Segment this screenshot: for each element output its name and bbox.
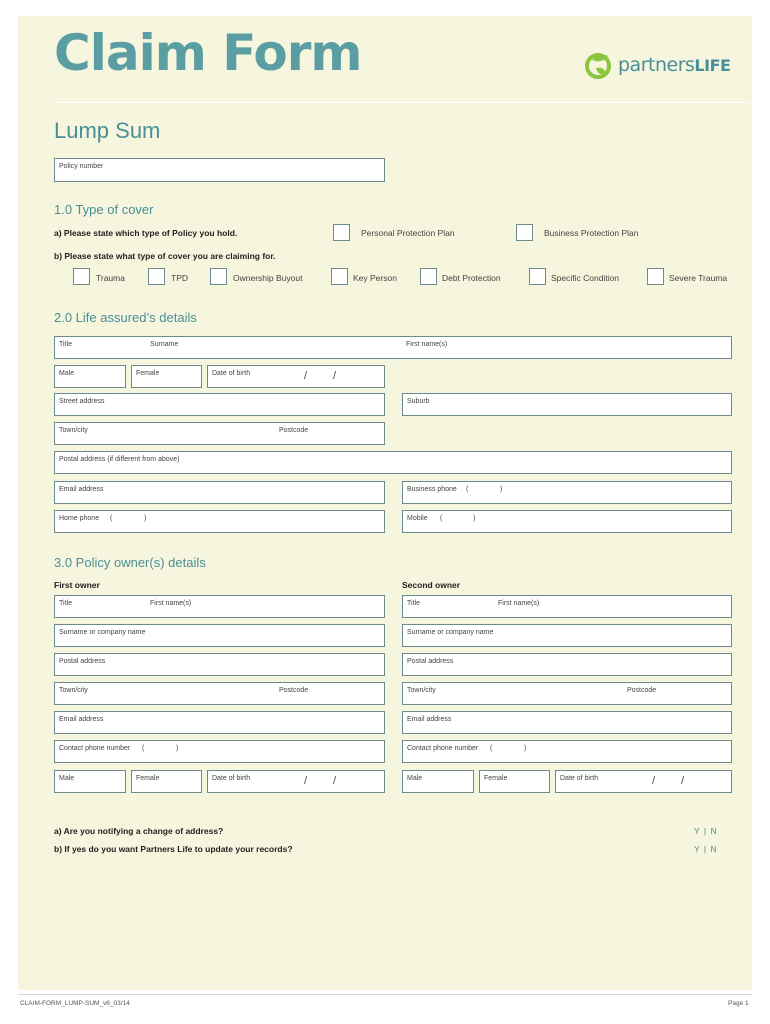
policy-number-field[interactable] bbox=[54, 158, 385, 182]
dob-slash: / bbox=[652, 775, 656, 787]
male-label: Male bbox=[59, 370, 75, 377]
paren-close: ) bbox=[176, 745, 179, 752]
home-phone-field[interactable] bbox=[54, 510, 385, 533]
owner1-postal-field[interactable] bbox=[54, 653, 385, 676]
owner2-name-field[interactable] bbox=[402, 595, 732, 618]
second-owner-heading: Second owner bbox=[402, 580, 461, 590]
option-specific-condition: Specific Condition bbox=[551, 273, 620, 283]
checkbox-specific-condition[interactable] bbox=[529, 268, 546, 285]
partners-life-logo bbox=[584, 50, 730, 80]
owner1-male-label: Male bbox=[59, 775, 75, 782]
owner1-dob-label: Date of birth bbox=[212, 775, 251, 782]
owner2-town-label: Town/city bbox=[407, 687, 436, 694]
postal-address-label: Postal address (if different from above) bbox=[59, 456, 180, 463]
email-field[interactable] bbox=[54, 481, 385, 504]
option-tpd: TPD bbox=[171, 273, 188, 283]
paren-open: ( bbox=[466, 486, 469, 493]
owner2-town-field[interactable] bbox=[402, 682, 732, 705]
checkbox-trauma[interactable] bbox=[73, 268, 90, 285]
postcode-label: Postcode bbox=[279, 427, 309, 434]
owner2-dob-label: Date of birth bbox=[560, 775, 599, 782]
owner2-email-field[interactable] bbox=[402, 711, 732, 734]
owner1-town-field[interactable] bbox=[54, 682, 385, 705]
question-policy-type: a) Please state which type of Policy you hold. bbox=[54, 228, 238, 238]
owner2-postal-label: Postal address bbox=[407, 658, 454, 665]
owner1-phone-label: Contact phone number bbox=[59, 745, 131, 752]
owner2-male-label: Male bbox=[407, 775, 423, 782]
male-field[interactable] bbox=[54, 365, 126, 388]
home-phone-label: Home phone bbox=[59, 515, 100, 522]
form-code: CLAIM-FORM_LUMP-SUM_v6_03/14 bbox=[20, 1000, 130, 1007]
suburb-field[interactable] bbox=[402, 393, 732, 416]
question-cover-type: b) Please state what type of cover you are claiming for. bbox=[54, 251, 276, 261]
paren-close: ) bbox=[144, 515, 147, 522]
option-key-person: Key Person bbox=[353, 273, 397, 283]
mobile-field[interactable] bbox=[402, 510, 732, 533]
section-life-assured-heading: 2.0 Life assured’s details bbox=[54, 310, 197, 325]
option-ownership-buyout: Ownership Buyout bbox=[233, 273, 303, 283]
checkbox-severe-trauma[interactable] bbox=[647, 268, 664, 285]
option-business-protection-plan: Business Protection Plan bbox=[544, 228, 639, 238]
postal-address-field[interactable] bbox=[54, 451, 732, 474]
option-debt-protection: Debt Protection bbox=[442, 273, 501, 283]
policy-number-label: Policy number bbox=[59, 163, 104, 170]
logo-word-life: LIFE bbox=[694, 56, 731, 75]
form-subtitle: Lump Sum bbox=[54, 118, 161, 143]
first-owner-heading: First owner bbox=[54, 580, 100, 590]
owner2-title-label: Title bbox=[407, 600, 420, 607]
checkbox-personal-protection-plan[interactable] bbox=[333, 224, 350, 241]
business-phone-label: Business phone bbox=[407, 486, 457, 493]
owner1-dob-field[interactable] bbox=[207, 770, 385, 793]
female-field[interactable] bbox=[131, 365, 202, 388]
business-phone-field[interactable] bbox=[402, 481, 732, 504]
leaf-logo-icon bbox=[584, 50, 616, 80]
yes-no-change-of-address[interactable]: Y | N bbox=[694, 826, 718, 836]
section-policy-owners-heading: 3.0 Policy owner(s) details bbox=[54, 555, 206, 570]
owner1-email-label: Email address bbox=[59, 716, 104, 723]
date-of-birth-field[interactable] bbox=[207, 365, 385, 388]
life-assured-name-field[interactable] bbox=[54, 336, 732, 359]
dob-slash: / bbox=[333, 775, 337, 787]
checkbox-debt-protection[interactable] bbox=[420, 268, 437, 285]
town-postcode-field[interactable] bbox=[54, 422, 385, 445]
paren-open: ( bbox=[110, 515, 113, 522]
owner2-female-field[interactable] bbox=[479, 770, 550, 793]
dob-slash: / bbox=[681, 775, 685, 787]
paren-close: ) bbox=[524, 745, 527, 752]
first-names-label: First name(s) bbox=[406, 341, 448, 348]
dob-slash: / bbox=[304, 775, 308, 787]
email-label: Email address bbox=[59, 486, 104, 493]
owner1-email-field[interactable] bbox=[54, 711, 385, 734]
dob-slash: / bbox=[333, 370, 337, 382]
paren-open: ( bbox=[142, 745, 145, 752]
owner2-email-label: Email address bbox=[407, 716, 452, 723]
owner1-first-names-label: First name(s) bbox=[150, 600, 192, 607]
title-label: Title bbox=[59, 341, 72, 348]
female-label: Female bbox=[136, 370, 160, 377]
owner1-surname-label: Surname or company name bbox=[59, 629, 146, 636]
option-severe-trauma: Severe Trauma bbox=[669, 273, 728, 283]
checkbox-key-person[interactable] bbox=[331, 268, 348, 285]
question-update-records: b) If yes do you want Partners Life to update your records? bbox=[54, 844, 293, 854]
owner2-phone-label: Contact phone number bbox=[407, 745, 479, 752]
owner2-female-label: Female bbox=[484, 775, 508, 782]
checkbox-ownership-buyout[interactable] bbox=[210, 268, 227, 285]
paren-close: ) bbox=[500, 486, 503, 493]
owner1-female-field[interactable] bbox=[131, 770, 202, 793]
owner2-first-names-label: First name(s) bbox=[498, 600, 540, 607]
owner1-postal-label: Postal address bbox=[59, 658, 106, 665]
checkbox-business-protection-plan[interactable] bbox=[516, 224, 533, 241]
street-address-field[interactable] bbox=[54, 393, 385, 416]
section-type-of-cover-heading: 1.0 Type of cover bbox=[54, 202, 154, 217]
owner2-postcode-label: Postcode bbox=[627, 687, 657, 694]
owner1-title-label: Title bbox=[59, 600, 72, 607]
logo-word-partners: partners bbox=[618, 54, 695, 76]
suburb-label: Suburb bbox=[407, 398, 430, 405]
street-address-label: Street address bbox=[59, 398, 105, 405]
dob-slash: / bbox=[304, 370, 308, 382]
checkbox-tpd[interactable] bbox=[148, 268, 165, 285]
surname-label: Surname bbox=[150, 341, 179, 348]
owner1-surname-field[interactable] bbox=[54, 624, 385, 647]
owner2-dob-field[interactable] bbox=[555, 770, 732, 793]
form-page bbox=[18, 16, 752, 990]
question-change-of-address: a) Are you notifying a change of address? bbox=[54, 826, 224, 836]
page-number: Page 1 bbox=[728, 1000, 749, 1007]
header-divider bbox=[54, 102, 750, 103]
owner2-surname-field[interactable] bbox=[402, 624, 732, 647]
town-label: Town/city bbox=[59, 427, 88, 434]
mobile-label: Mobile bbox=[407, 515, 428, 522]
yes-no-update-records[interactable]: Y | N bbox=[694, 844, 718, 854]
form-title: Claim Form bbox=[54, 24, 362, 82]
owner2-postal-field[interactable] bbox=[402, 653, 732, 676]
owner1-postcode-label: Postcode bbox=[279, 687, 309, 694]
owner2-phone-field[interactable] bbox=[402, 740, 732, 763]
owner1-phone-field[interactable] bbox=[54, 740, 385, 763]
owner1-female-label: Female bbox=[136, 775, 160, 782]
owner1-male-field[interactable] bbox=[54, 770, 126, 793]
paren-close: ) bbox=[473, 515, 476, 522]
owner2-surname-label: Surname or company name bbox=[407, 629, 494, 636]
footer-divider bbox=[18, 994, 752, 995]
option-trauma: Trauma bbox=[96, 273, 125, 283]
paren-open: ( bbox=[490, 745, 493, 752]
owner1-name-field[interactable] bbox=[54, 595, 385, 618]
option-personal-protection-plan: Personal Protection Plan bbox=[361, 228, 455, 238]
owner2-male-field[interactable] bbox=[402, 770, 474, 793]
owner1-town-label: Town/city bbox=[59, 687, 88, 694]
paren-open: ( bbox=[440, 515, 443, 522]
dob-label: Date of birth bbox=[212, 370, 251, 377]
